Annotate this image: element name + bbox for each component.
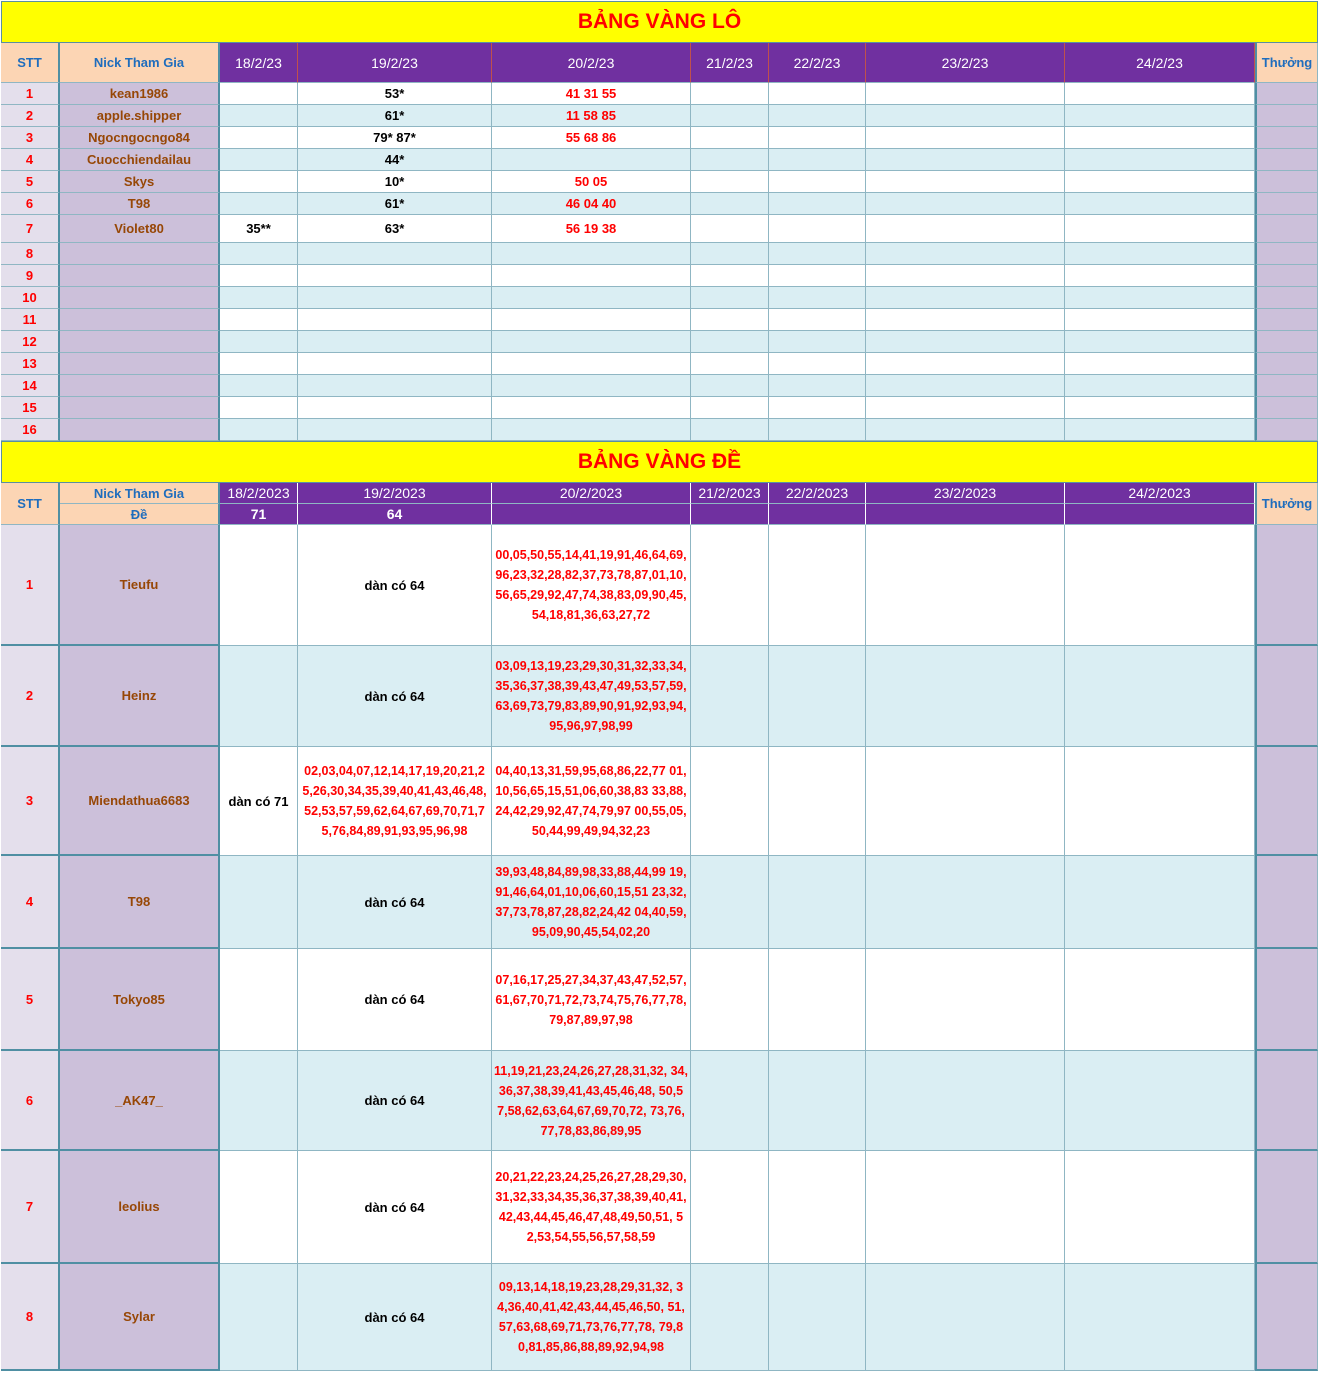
lo-row-nick: T98 [60, 193, 220, 215]
lo-row-cell [866, 353, 1065, 375]
lo-row-cell [1065, 215, 1255, 243]
lo-row-cell [691, 243, 769, 265]
de-row-cell [691, 1264, 769, 1371]
de-row-bonus [1255, 1051, 1318, 1151]
de-row-stt: 7 [1, 1151, 60, 1264]
lo-row-cell [691, 309, 769, 331]
lo-row-cell [298, 353, 492, 375]
lo-row-cell: 63* [298, 215, 492, 243]
lo-row-stt: 9 [1, 265, 60, 287]
lo-row-cell [691, 287, 769, 309]
de-row-cell [769, 1151, 866, 1264]
lo-row-nick [60, 397, 220, 419]
de-header-result [866, 504, 1065, 525]
de-row-stt: 4 [1, 856, 60, 949]
lo-row-cell: 35** [220, 215, 298, 243]
lo-row-cell [298, 265, 492, 287]
lo-row-cell [1065, 171, 1255, 193]
lo-row-cell: 53* [298, 83, 492, 105]
lo-row-stt: 1 [1, 83, 60, 105]
lo-row-cell [866, 375, 1065, 397]
de-title: BẢNG VÀNG ĐỀ [1, 441, 1318, 483]
de-row-cell [691, 856, 769, 949]
lo-row-cell [866, 215, 1065, 243]
de-row-cell [1065, 1264, 1255, 1371]
de-row-cell: 03,09,13,19,23,29,30,31,32,33,34,35,36,37,38,39,43,47,49,53,57,59,63,69,73,79,83,89,90,91,92,93,94,95,96,97,98,99 [492, 646, 691, 747]
lo-row-cell [492, 149, 691, 171]
lo-row-stt: 12 [1, 331, 60, 353]
lo-row-cell [769, 331, 866, 353]
lo-header-date: 22/2/23 [769, 43, 866, 83]
de-row-nick: Tieufu [60, 525, 220, 646]
lo-row-cell: 79* 87* [298, 127, 492, 149]
de-row-stt: 3 [1, 747, 60, 856]
de-header-date: 22/2/2023 [769, 483, 866, 504]
lo-row-stt: 10 [1, 287, 60, 309]
lo-row-cell [1065, 265, 1255, 287]
lo-row-nick: apple.shipper [60, 105, 220, 127]
de-header-result: 64 [298, 504, 492, 525]
de-row-nick: Heinz [60, 646, 220, 747]
de-header-de-label: Đề [60, 504, 220, 525]
lo-row-cell [492, 375, 691, 397]
lo-row-cell [220, 83, 298, 105]
lo-row-cell [220, 193, 298, 215]
de-row-cell: 00,05,50,55,14,41,19,91,46,64,69,96,23,32,28,82,37,73,78,87,01,10,56,65,29,92,47,74,38,83,09,90,45,54,18,81,36,63,27,72 [492, 525, 691, 646]
lo-row-cell [220, 353, 298, 375]
lo-row-stt: 3 [1, 127, 60, 149]
lo-row-cell [1065, 83, 1255, 105]
lo-row-cell [769, 243, 866, 265]
lo-row-cell [866, 419, 1065, 441]
lo-row-bonus [1255, 193, 1318, 215]
lo-row-cell [866, 193, 1065, 215]
de-row-cell: dàn có 71 [220, 747, 298, 856]
de-row-cell [769, 747, 866, 856]
lo-row-cell [492, 331, 691, 353]
lo-row-cell [769, 171, 866, 193]
lo-row-bonus [1255, 149, 1318, 171]
lo-header-date: 23/2/23 [866, 43, 1065, 83]
lo-row-cell [691, 105, 769, 127]
lo-row-bonus [1255, 265, 1318, 287]
lo-row-nick [60, 243, 220, 265]
lo-row-cell: 46 04 40 [492, 193, 691, 215]
de-row-stt: 2 [1, 646, 60, 747]
de-row-cell [866, 525, 1065, 646]
lo-row-cell [866, 171, 1065, 193]
de-row-cell [220, 856, 298, 949]
de-row-bonus [1255, 747, 1318, 856]
lo-row-cell [691, 83, 769, 105]
de-row-cell: 07,16,17,25,27,34,37,43,47,52,57,61,67,70,71,72,73,74,75,76,77,78,79,87,89,97,98 [492, 949, 691, 1051]
lo-row-cell [220, 127, 298, 149]
lo-row-cell [691, 331, 769, 353]
de-row-stt: 5 [1, 949, 60, 1051]
de-header-date: 18/2/2023 [220, 483, 298, 504]
lo-row-cell [492, 397, 691, 419]
lo-row-cell [769, 375, 866, 397]
lo-row-cell [492, 419, 691, 441]
de-row-cell: dàn có 64 [298, 525, 492, 646]
lo-row-cell [298, 419, 492, 441]
lo-row-cell [866, 309, 1065, 331]
lo-row-cell [866, 127, 1065, 149]
lo-row-cell [866, 149, 1065, 171]
lo-row-cell: 55 68 86 [492, 127, 691, 149]
de-row-cell: 09,13,14,18,19,23,28,29,31,32, 34,36,40,41,42,43,44,45,46,50, 51,57,63,68,69,71,73,76,77,78, 79,80,81,85,86,88,89,92,94,98 [492, 1264, 691, 1371]
lo-row-stt: 14 [1, 375, 60, 397]
de-row-bonus [1255, 856, 1318, 949]
lo-row-cell [492, 243, 691, 265]
de-row-cell: 11,19,21,23,24,26,27,28,31,32, 34,36,37,38,39,41,43,45,46,48, 50,57,58,62,63,64,67,69,70,72, 73,76,77,78,83,86,89,95 [492, 1051, 691, 1151]
lo-row-cell [691, 375, 769, 397]
lo-row-cell [769, 193, 866, 215]
lo-header-date: 24/2/23 [1065, 43, 1255, 83]
de-row-cell [866, 646, 1065, 747]
de-row-nick: leolius [60, 1151, 220, 1264]
lo-row-bonus [1255, 353, 1318, 375]
lo-row-cell [492, 353, 691, 375]
de-row-cell [220, 1051, 298, 1151]
lo-row-stt: 8 [1, 243, 60, 265]
lo-row-cell [220, 375, 298, 397]
de-row-cell: dàn có 64 [298, 1151, 492, 1264]
lo-row-nick [60, 419, 220, 441]
lo-row-cell [298, 309, 492, 331]
de-row-cell [220, 1151, 298, 1264]
de-row-bonus [1255, 949, 1318, 1051]
lo-row-stt: 13 [1, 353, 60, 375]
lo-row-bonus [1255, 83, 1318, 105]
lo-header-bonus: Thưởng [1255, 43, 1318, 83]
lo-row-cell [492, 309, 691, 331]
de-row-nick: T98 [60, 856, 220, 949]
lo-header-date: 21/2/23 [691, 43, 769, 83]
lo-row-stt: 2 [1, 105, 60, 127]
de-row-cell [220, 646, 298, 747]
lo-row-nick [60, 265, 220, 287]
lo-row-cell [866, 243, 1065, 265]
lo-row-cell [691, 265, 769, 287]
lo-row-cell [298, 287, 492, 309]
lo-row-cell [298, 397, 492, 419]
lo-row-cell: 56 19 38 [492, 215, 691, 243]
lo-row-cell [769, 265, 866, 287]
lo-row-cell [298, 375, 492, 397]
lo-row-nick: Cuocchiendailau [60, 149, 220, 171]
lo-row-cell: 11 58 85 [492, 105, 691, 127]
lo-row-cell [220, 287, 298, 309]
de-row-cell [769, 646, 866, 747]
lo-row-cell [220, 149, 298, 171]
de-row-cell: 20,21,22,23,24,25,26,27,28,29,30,31,32,33,34,35,36,37,38,39,40,41,42,43,44,45,46,47,48,49,50,51, 52,53,54,55,56,57,58,59 [492, 1151, 691, 1264]
de-row-cell [220, 949, 298, 1051]
lo-title: BẢNG VÀNG LÔ [1, 1, 1318, 43]
de-row-cell: 02,03,04,07,12,14,17,19,20,21,25,26,30,34,35,39,40,41,43,46,48,52,53,57,59,62,64,67,69,70,71,75,76,84,89,91,93,95,96,98 [298, 747, 492, 856]
lo-row-cell [691, 171, 769, 193]
lo-header-nick: Nick Tham Gia [60, 43, 220, 83]
lo-row-cell [220, 309, 298, 331]
lo-row-bonus [1255, 287, 1318, 309]
de-row-cell [866, 856, 1065, 949]
lo-row-cell [1065, 127, 1255, 149]
lo-row-bonus [1255, 375, 1318, 397]
lo-row-cell [866, 265, 1065, 287]
de-header-result [1065, 504, 1255, 525]
lo-row-cell [769, 83, 866, 105]
lo-row-cell: 50 05 [492, 171, 691, 193]
lo-row-cell [1065, 331, 1255, 353]
lo-row-stt: 16 [1, 419, 60, 441]
lo-row-cell [866, 397, 1065, 419]
de-row-cell: dàn có 64 [298, 856, 492, 949]
de-row-cell [769, 856, 866, 949]
lo-row-nick: kean1986 [60, 83, 220, 105]
de-header-date: 20/2/2023 [492, 483, 691, 504]
de-row-cell [1065, 1051, 1255, 1151]
de-row-bonus [1255, 1264, 1318, 1371]
de-row-nick: Sylar [60, 1264, 220, 1371]
de-row-cell [1065, 525, 1255, 646]
lo-row-cell [1065, 353, 1255, 375]
lo-row-cell: 41 31 55 [492, 83, 691, 105]
de-row-cell: dàn có 64 [298, 646, 492, 747]
de-row-cell [1065, 1151, 1255, 1264]
lo-row-bonus [1255, 397, 1318, 419]
de-row-cell [866, 747, 1065, 856]
lo-row-cell [866, 287, 1065, 309]
lo-row-bonus [1255, 309, 1318, 331]
lo-header-date: 18/2/23 [220, 43, 298, 83]
lo-row-cell [691, 215, 769, 243]
lo-row-cell [1065, 193, 1255, 215]
lo-row-cell [691, 193, 769, 215]
lo-row-nick [60, 309, 220, 331]
de-row-cell [769, 1051, 866, 1151]
lo-row-cell [492, 265, 691, 287]
lo-row-bonus [1255, 105, 1318, 127]
de-row-bonus [1255, 525, 1318, 646]
lo-row-bonus [1255, 127, 1318, 149]
lo-row-cell [298, 331, 492, 353]
lo-row-cell [220, 331, 298, 353]
de-row-cell [866, 949, 1065, 1051]
lo-row-cell: 44* [298, 149, 492, 171]
lo-row-cell [492, 287, 691, 309]
de-row-cell [691, 949, 769, 1051]
de-row-cell [769, 1264, 866, 1371]
lo-row-cell: 10* [298, 171, 492, 193]
de-row-cell: dàn có 64 [298, 1264, 492, 1371]
lo-row-nick [60, 375, 220, 397]
de-row-cell: dàn có 64 [298, 949, 492, 1051]
de-header-result [769, 504, 866, 525]
lo-row-nick [60, 287, 220, 309]
lo-row-cell [866, 83, 1065, 105]
de-header-stt: STT [1, 483, 60, 525]
de-row-cell [691, 1151, 769, 1264]
de-header-date: 23/2/2023 [866, 483, 1065, 504]
lo-row-cell [866, 105, 1065, 127]
de-row-cell [1065, 856, 1255, 949]
lo-row-cell: 61* [298, 193, 492, 215]
lo-row-nick [60, 331, 220, 353]
lo-header-stt: STT [1, 43, 60, 83]
lo-row-stt: 11 [1, 309, 60, 331]
lo-row-cell [1065, 287, 1255, 309]
lo-row-cell [691, 419, 769, 441]
lo-row-cell [769, 287, 866, 309]
de-header-result: 71 [220, 504, 298, 525]
lo-row-cell [220, 265, 298, 287]
de-row-bonus [1255, 646, 1318, 747]
lo-row-bonus [1255, 419, 1318, 441]
de-header-result [691, 504, 769, 525]
de-row-cell: 39,93,48,84,89,98,33,88,44,99 19,91,46,64,01,10,06,60,15,51 23,32,37,73,78,87,28,82,24,42 04,40,59,95,09,90,45,54,02,20 [492, 856, 691, 949]
de-row-bonus [1255, 1151, 1318, 1264]
de-header-nick: Nick Tham Gia [60, 483, 220, 504]
de-row-cell [769, 525, 866, 646]
lo-row-cell [769, 309, 866, 331]
lo-row-cell [691, 397, 769, 419]
de-row-stt: 1 [1, 525, 60, 646]
lo-row-cell [691, 149, 769, 171]
de-row-cell [769, 949, 866, 1051]
lo-row-cell [220, 397, 298, 419]
de-row-cell [1065, 747, 1255, 856]
de-header-date: 21/2/2023 [691, 483, 769, 504]
lo-row-cell [769, 215, 866, 243]
lo-row-nick: Violet80 [60, 215, 220, 243]
lo-row-cell [1065, 149, 1255, 171]
lo-row-stt: 4 [1, 149, 60, 171]
lo-row-cell [769, 419, 866, 441]
lo-row-cell [769, 353, 866, 375]
de-row-cell: 04,40,13,31,59,95,68,86,22,77 01,10,56,65,15,51,06,60,38,83 33,88,24,42,29,92,47,74,79,97 00,55,05,50,44,99,49,94,32,23 [492, 747, 691, 856]
lo-row-stt: 6 [1, 193, 60, 215]
lo-header-date: 20/2/23 [492, 43, 691, 83]
lo-row-bonus [1255, 331, 1318, 353]
lo-row-nick [60, 353, 220, 375]
lo-row-cell [769, 105, 866, 127]
lo-row-cell [1065, 309, 1255, 331]
lo-row-cell [298, 243, 492, 265]
lo-row-cell [1065, 375, 1255, 397]
lo-row-bonus [1255, 215, 1318, 243]
de-row-cell [220, 1264, 298, 1371]
lo-row-cell [769, 397, 866, 419]
lo-row-cell: 61* [298, 105, 492, 127]
lo-row-bonus [1255, 171, 1318, 193]
lo-row-nick: Skys [60, 171, 220, 193]
lo-row-cell [866, 331, 1065, 353]
lo-row-nick: Ngocngocngo84 [60, 127, 220, 149]
lo-row-cell [769, 127, 866, 149]
de-row-cell [691, 747, 769, 856]
de-header-bonus: Thưởng [1255, 483, 1318, 525]
lo-row-bonus [1255, 243, 1318, 265]
de-row-stt: 6 [1, 1051, 60, 1151]
de-header-date: 24/2/2023 [1065, 483, 1255, 504]
lo-row-cell [691, 353, 769, 375]
de-row-nick: Miendathua6683 [60, 747, 220, 856]
de-row-cell [866, 1264, 1065, 1371]
de-row-cell [220, 525, 298, 646]
lo-row-stt: 7 [1, 215, 60, 243]
de-header-date: 19/2/2023 [298, 483, 492, 504]
de-row-cell [691, 646, 769, 747]
lo-header-date: 19/2/23 [298, 43, 492, 83]
de-row-cell [691, 1051, 769, 1151]
lo-row-cell [220, 419, 298, 441]
de-header-result [492, 504, 691, 525]
de-row-cell [1065, 646, 1255, 747]
de-row-nick: Tokyo85 [60, 949, 220, 1051]
de-row-cell: dàn có 64 [298, 1051, 492, 1151]
de-row-cell [1065, 949, 1255, 1051]
lo-row-cell [1065, 397, 1255, 419]
lo-row-cell [691, 127, 769, 149]
lo-row-cell [1065, 243, 1255, 265]
de-row-cell [691, 525, 769, 646]
de-row-cell [866, 1151, 1065, 1264]
lo-row-cell [220, 171, 298, 193]
de-row-cell [866, 1051, 1065, 1151]
lo-row-cell [220, 243, 298, 265]
lo-row-cell [1065, 105, 1255, 127]
de-row-stt: 8 [1, 1264, 60, 1371]
lo-row-stt: 15 [1, 397, 60, 419]
lo-row-cell [769, 149, 866, 171]
lo-row-cell [1065, 419, 1255, 441]
lo-row-cell [220, 105, 298, 127]
de-row-nick: _AK47_ [60, 1051, 220, 1151]
lo-row-stt: 5 [1, 171, 60, 193]
